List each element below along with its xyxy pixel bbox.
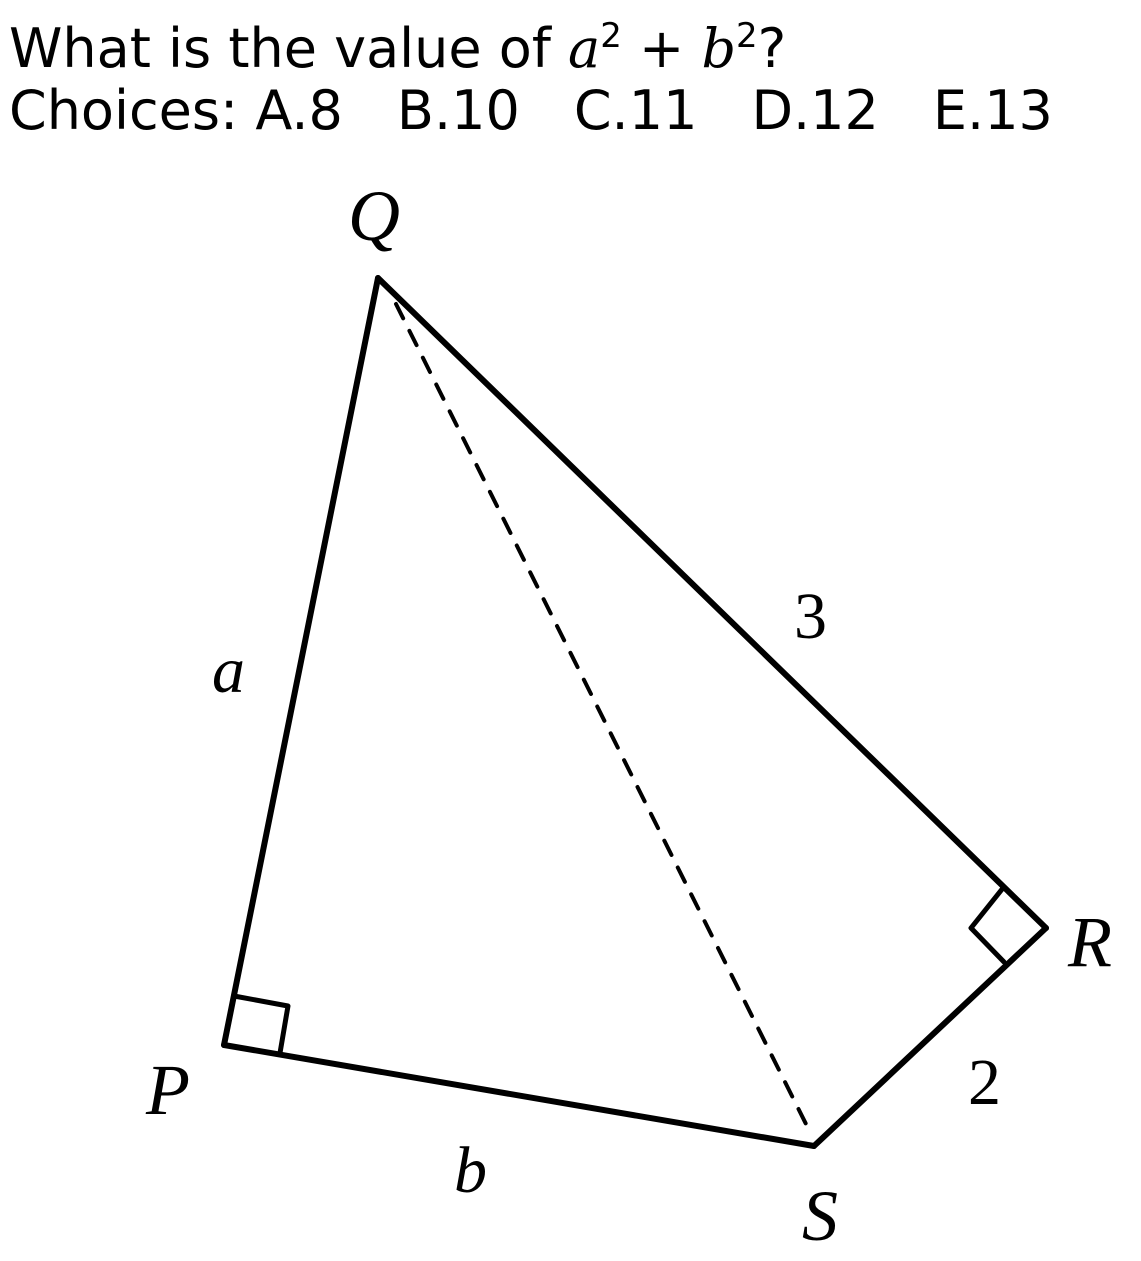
question-suffix: ? — [757, 17, 787, 80]
exponent-a: 2 — [600, 16, 622, 56]
edge-qp — [224, 278, 378, 1045]
variable-b: b — [701, 17, 737, 80]
side-label-b: b — [454, 1134, 487, 1207]
variable-a: a — [568, 17, 601, 80]
plus-operator: + — [621, 17, 702, 80]
vertex-label-s: S — [802, 1176, 838, 1256]
vertex-label-p: P — [146, 1050, 190, 1130]
question-prefix: What is the value of — [9, 17, 569, 80]
side-label-qr: 3 — [794, 580, 827, 653]
side-label-a: a — [212, 634, 245, 707]
right-angle-marker-r — [971, 888, 1004, 962]
vertex-label-r: R — [1068, 902, 1112, 982]
vertex-label-q: Q — [348, 176, 400, 256]
choice-d: D.12 — [751, 79, 879, 142]
right-angle-marker-p — [234, 996, 288, 1053]
side-label-rs: 2 — [968, 1046, 1001, 1119]
choice-e: E.13 — [932, 79, 1053, 142]
choice-c: C.11 — [573, 79, 698, 142]
edge-ps — [224, 1045, 814, 1146]
edge-qr — [378, 278, 1046, 928]
exponent-b: 2 — [736, 16, 758, 56]
choice-b: B.10 — [396, 79, 520, 142]
choice-a: A.8 — [255, 79, 343, 142]
diagonal-qs — [396, 304, 808, 1128]
edge-rs — [814, 928, 1046, 1146]
choices-label: Choices: — [9, 79, 239, 142]
